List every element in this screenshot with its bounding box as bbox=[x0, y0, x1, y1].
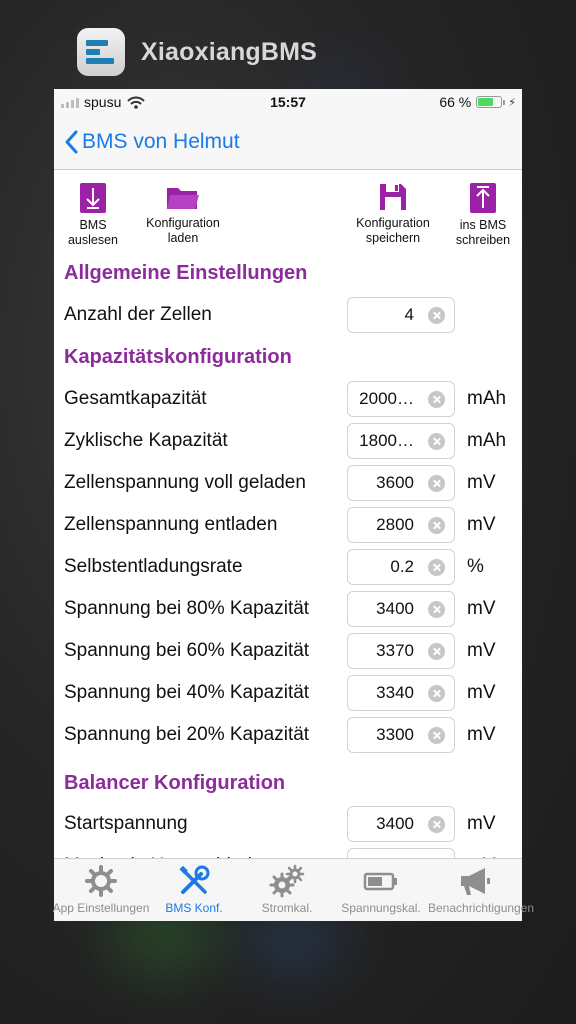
setting-unit: mAh bbox=[467, 388, 507, 409]
setting-label: Selbstentladungsrate bbox=[64, 556, 243, 577]
megaphone-icon bbox=[458, 864, 494, 898]
setting-value[interactable]: 3400 bbox=[376, 599, 414, 618]
upload-icon bbox=[469, 182, 497, 214]
clear-icon[interactable] bbox=[428, 727, 445, 744]
tab-bms-config[interactable] bbox=[144, 864, 244, 915]
chevron-left-icon bbox=[64, 130, 78, 154]
section-general: Allgemeine Einstellungen bbox=[64, 262, 308, 284]
tools-icon bbox=[177, 864, 211, 898]
setting-value[interactable]: 3370 bbox=[376, 641, 414, 660]
clear-icon[interactable] bbox=[428, 475, 445, 492]
setting-row bbox=[54, 504, 522, 546]
setting-value[interactable]: 4 bbox=[404, 305, 414, 324]
toolbar bbox=[54, 170, 522, 256]
gears-icon bbox=[268, 864, 306, 898]
setting-unit: mV bbox=[467, 514, 496, 535]
download-icon bbox=[79, 182, 107, 214]
setting-unit: mV bbox=[467, 682, 496, 703]
setting-input[interactable] bbox=[347, 297, 455, 333]
setting-input[interactable] bbox=[347, 806, 455, 842]
battery-icon bbox=[476, 96, 502, 108]
section-balancer: Balancer Konfiguration bbox=[64, 772, 286, 794]
setting-input[interactable] bbox=[347, 465, 455, 501]
setting-row bbox=[54, 714, 522, 756]
setting-value[interactable]: 3300 bbox=[376, 725, 414, 744]
setting-input[interactable] bbox=[347, 591, 455, 627]
clear-icon[interactable] bbox=[428, 307, 445, 324]
tab-bar bbox=[52, 858, 535, 921]
read-bms-button[interactable] bbox=[48, 182, 138, 248]
load-config-label: Konfiguration laden bbox=[146, 216, 220, 245]
back-button[interactable] bbox=[54, 130, 240, 154]
setting-unit: mAh bbox=[467, 430, 507, 451]
tab-app-settings[interactable] bbox=[51, 864, 151, 915]
setting-label: Spannung bei 60% Kapazität bbox=[64, 640, 310, 661]
battery-icon bbox=[363, 864, 399, 898]
setting-unit: mV bbox=[467, 640, 496, 661]
setting-row bbox=[54, 672, 522, 714]
back-label: BMS von Helmut bbox=[82, 130, 240, 153]
charging-icon: ⚡ bbox=[508, 96, 516, 109]
section-capacity: Kapazitätskonfiguration bbox=[64, 346, 292, 368]
setting-input[interactable] bbox=[347, 675, 455, 711]
setting-unit: mV bbox=[467, 472, 496, 493]
tab-label: Spannungskal. bbox=[341, 901, 421, 915]
setting-value[interactable]: 0.2 bbox=[390, 557, 414, 576]
setting-label: Startspannung bbox=[64, 813, 188, 834]
setting-row bbox=[54, 803, 522, 845]
setting-input[interactable] bbox=[347, 633, 455, 669]
clear-icon[interactable] bbox=[428, 517, 445, 534]
tab-label: Benachrichtigungen bbox=[428, 901, 535, 915]
clear-icon[interactable] bbox=[428, 559, 445, 576]
clear-icon[interactable] bbox=[428, 685, 445, 702]
setting-unit: mV bbox=[467, 724, 496, 745]
clear-icon[interactable] bbox=[428, 601, 445, 618]
carrier-name: spusu bbox=[84, 94, 122, 110]
setting-value[interactable]: 3600 bbox=[376, 473, 414, 492]
setting-label: Gesamtkapazität bbox=[64, 388, 207, 409]
save-config-button[interactable] bbox=[348, 182, 438, 246]
tab-label: App Einstellungen bbox=[52, 901, 150, 915]
setting-label: Anzahl der Zellen bbox=[64, 304, 212, 325]
setting-row bbox=[54, 630, 522, 672]
setting-label: Spannung bei 20% Kapazität bbox=[64, 724, 310, 745]
setting-label: Zellenspannung entladen bbox=[64, 514, 278, 535]
clock: 15:57 bbox=[270, 94, 306, 110]
setting-input[interactable] bbox=[347, 717, 455, 753]
setting-value[interactable]: 1800… bbox=[359, 431, 414, 450]
setting-value[interactable]: 3340 bbox=[376, 683, 414, 702]
setting-row bbox=[54, 462, 522, 504]
setting-label: Spannung bei 40% Kapazität bbox=[64, 682, 310, 703]
setting-row bbox=[54, 294, 522, 336]
setting-row bbox=[54, 588, 522, 630]
read-bms-label: BMS auslesen bbox=[67, 218, 119, 247]
clear-icon[interactable] bbox=[428, 816, 445, 833]
clear-icon[interactable] bbox=[428, 391, 445, 408]
gear-icon bbox=[84, 864, 118, 898]
folder-icon bbox=[165, 182, 201, 212]
setting-unit: % bbox=[467, 556, 484, 577]
tab-current-calibration[interactable] bbox=[237, 864, 337, 915]
setting-value[interactable]: 2800 bbox=[376, 515, 414, 534]
load-config-button[interactable] bbox=[138, 182, 228, 246]
tab-notifications[interactable] bbox=[428, 864, 535, 915]
setting-unit: mV bbox=[467, 813, 496, 834]
battery-percent: 66 % bbox=[439, 94, 472, 110]
setting-label: Spannung bei 80% Kapazität bbox=[64, 598, 310, 619]
tab-voltage-calibration[interactable] bbox=[331, 864, 431, 915]
setting-row bbox=[54, 378, 522, 420]
setting-input[interactable] bbox=[347, 381, 455, 417]
app-window[interactable] bbox=[52, 89, 535, 921]
save-config-label: Konfiguration speichern bbox=[356, 216, 430, 245]
app-name: XiaoxiangBMS bbox=[141, 37, 318, 66]
setting-row bbox=[54, 546, 522, 588]
setting-input[interactable] bbox=[347, 549, 455, 585]
setting-value[interactable]: 2000… bbox=[359, 389, 414, 408]
app-switcher-header bbox=[77, 28, 317, 76]
navigation-bar bbox=[54, 115, 522, 170]
setting-input[interactable] bbox=[347, 507, 455, 543]
clear-icon[interactable] bbox=[428, 433, 445, 450]
tab-label: Stromkal. bbox=[261, 901, 313, 915]
tab-label: BMS Konf. bbox=[165, 901, 223, 915]
floppy-disk-icon bbox=[378, 182, 408, 212]
clear-icon[interactable] bbox=[428, 643, 445, 660]
app-icon[interactable] bbox=[77, 28, 125, 76]
setting-value[interactable]: 3400 bbox=[376, 814, 414, 833]
setting-unit: mV bbox=[467, 598, 496, 619]
status-bar bbox=[54, 89, 522, 115]
write-bms-button[interactable] bbox=[438, 182, 528, 248]
setting-input[interactable] bbox=[347, 423, 455, 459]
setting-label: Zyklische Kapazität bbox=[64, 430, 228, 451]
write-bms-label: ins BMS schreiben bbox=[455, 218, 511, 247]
setting-row bbox=[54, 420, 522, 462]
setting-label: Zellenspannung voll geladen bbox=[64, 472, 306, 493]
